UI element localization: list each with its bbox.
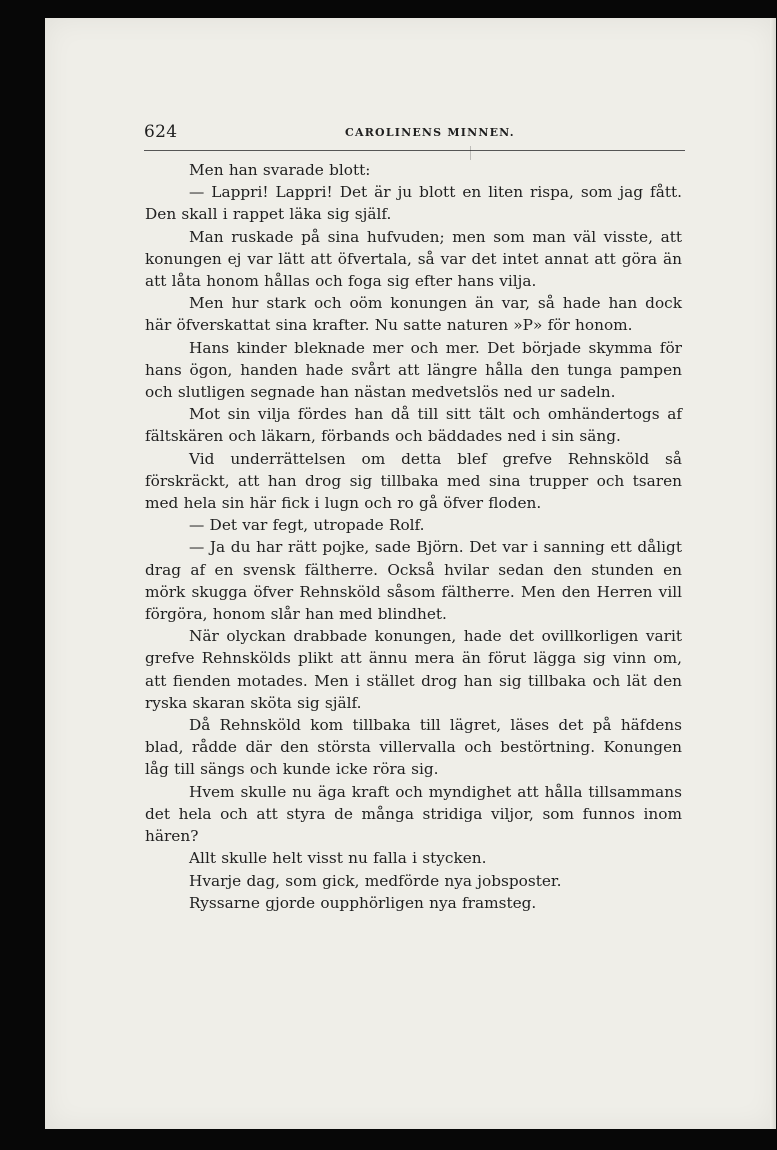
paragraph-12: Hvem skulle nu äga kraft och myndighet att hålla tillsammans det hela och att styra de många stridiga viljor, som funnos inom hären?: [145, 782, 682, 846]
paragraph-1: Men han svarade blott:: [189, 161, 371, 179]
header-rule: [144, 150, 685, 151]
book-text: [145, 159, 682, 914]
paragraph-7: Vid underrättelsen om detta blef grefve Rehnsköld så förskräckt, att han drog sig tillbaka med sina trupper och tsaren med hela sin här fick i lugn och ro gå öfver floden.: [145, 449, 682, 513]
paper-edge: [770, 18, 776, 1129]
page-header: [144, 110, 685, 144]
paragraph-5: Hans kinder bleknade mer och mer. Det började skymma för hans ögon, handen hade svårt att längre hålla den tunga pampen och slutligen segnade han nästan medvetslös ned ur sadeln.: [145, 338, 682, 402]
paragraph-2: — Lappri! Lappri! Det är ju blott en liten rispa, som jag fått. Den skall i rappet läka sig själf.: [145, 183, 682, 224]
page-number: 624: [144, 122, 178, 142]
paragraph-15: Ryssarne gjorde oupphörligen nya framsteg.: [189, 893, 537, 912]
paragraph-10: När olyckan drabbade konungen, hade det ovillkorligen varit grefve Rehnskölds plikt att ännu mera än förut lägga sig vinn om, att fienden motades. Men i stället drog han sig tillbaka och lät den ryska skaran sköta sig själf.: [145, 627, 682, 712]
paragraph-4: Men hur stark och oöm konungen än var, så hade han dock här öfverskattat sina krafter. Nu satte naturen »P» för honom.: [145, 294, 682, 335]
print-mark: [470, 146, 471, 160]
paragraph-13: Allt skulle helt visst nu falla i stycken.: [189, 849, 487, 868]
paragraph-3: Man ruskade på sina hufvuden; men som man väl visste, att konungen ej var lätt att öfvertala, så var det intet annat att göra än att låta honom hållas och foga sig efter hans vilja.: [145, 227, 682, 291]
paragraph-6: Mot sin vilja fördes han då till sitt tält och omhändertogs af fältskären och läkarn, förbands och bäddades ned i sin säng.: [145, 405, 682, 446]
running-title: CAROLINENS MINNEN.: [345, 126, 515, 139]
paragraph-11: Då Rehnsköld kom tillbaka till lägret, läses det på häfdens blad, rådde där den största villervalla och bestörtning. Konungen låg till sängs och kunde icke röra sig.: [145, 716, 682, 779]
paragraph-9: — Ja du har rätt pojke, sade Björn. Det var i sanning ett dåligt drag af en svensk fältherre. Också hvilar sedan den stunden en mörk skugga öfver Rehnsköld såsom fältherre. Men den Herren vill förgöra, honom slår han med blindhet.: [145, 538, 682, 624]
paragraph-14: Hvarje dag, som gick, medförde nya jobsposter.: [189, 871, 562, 890]
paragraph-8: — Det var fegt, utropade Rolf.: [189, 516, 425, 535]
